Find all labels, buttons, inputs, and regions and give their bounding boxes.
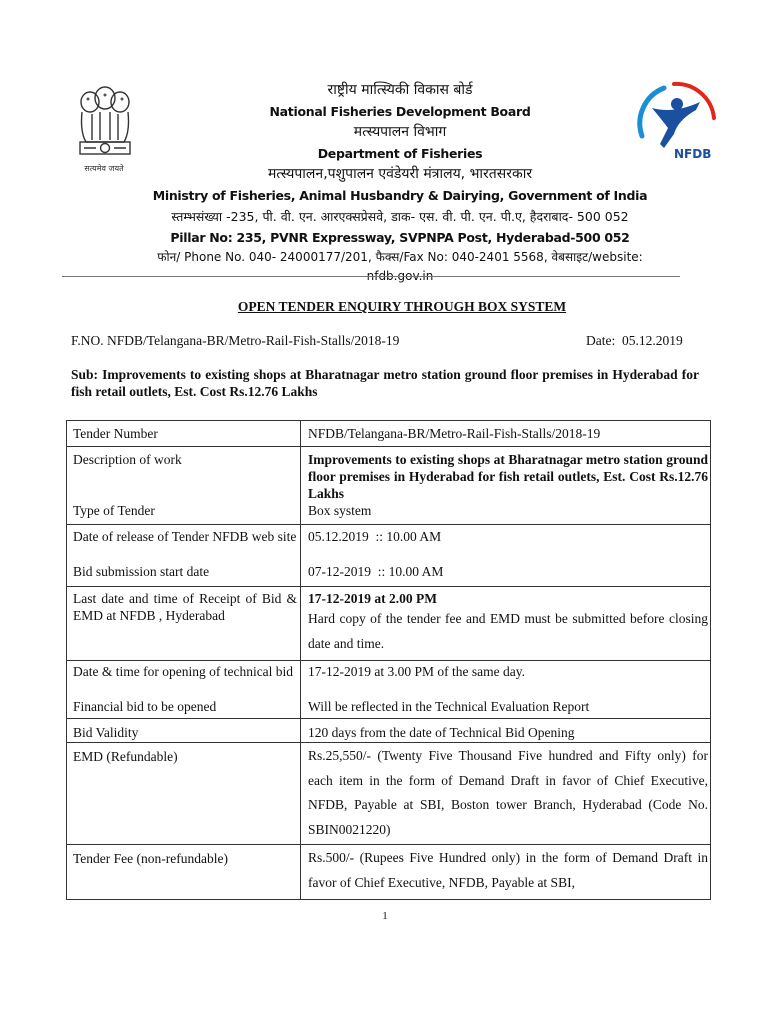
row-label-tender-fee: Tender Fee (non-refundable) <box>73 851 228 866</box>
address-hindi: स्तम्भसंख्या -235, पी. वी. एन. आरएक्सप्रेसवे, डाक- एस. वी. पी. एन. पी.ए, हैदराबाद- 500 052 <box>171 209 629 224</box>
ministry-english: Ministry of Fisheries, Animal Husbandry & Dairying, Government of India <box>152 188 648 203</box>
row-value-last-date: 17-12-2019 at 2.00 PM <box>308 591 437 606</box>
row-value-bid-start: 07-12-2019 :: 10.00 AM <box>308 564 444 579</box>
row-value-bid-validity: 120 days from the date of Technical Bid Opening <box>308 725 575 740</box>
table-row-divider <box>66 844 711 845</box>
row-label-emd: EMD (Refundable) <box>73 749 178 764</box>
header-divider <box>62 276 680 277</box>
address-english: Pillar No: 235, PVNR Expressway, SVPNPA Post, Hyderabad-500 052 <box>170 230 630 245</box>
table-row-divider <box>66 742 711 743</box>
row-value-description: Improvements to existing shops at Bharatnagar metro station ground floor premises in Hyderabad for fish retail outlets, Est. Cost Rs.12.76 Lakhs <box>308 452 708 501</box>
row-value-tech-bid-opening: 17-12-2019 at 3.00 PM of the same day. <box>308 664 525 679</box>
document-title: OPEN TENDER ENQUIRY THROUGH BOX SYSTEM <box>237 299 567 314</box>
table-row-divider <box>66 718 711 719</box>
row-label-tech-bid-opening: Date & time for opening of technical bid <box>73 664 294 679</box>
row-label-bid-validity: Bid Validity <box>73 725 139 740</box>
row-label-release-date: Date of release of Tender NFDB web site <box>73 529 297 544</box>
table-row-divider <box>66 524 711 525</box>
org-name-hindi: राष्ट्रीय मात्स्यिकी विकास बोर्ड <box>327 82 473 98</box>
ministry-hindi: मत्स्यपालन,पशुपालन एवंडेयरी मंत्रालय, भारतसरकार <box>267 166 533 182</box>
letterhead <box>150 80 650 286</box>
row-label-financial-bid: Financial bid to be opened <box>73 699 217 714</box>
row-label-description: Description of work <box>73 452 182 467</box>
dept-name-hindi: मत्स्यपालन विभाग <box>353 124 447 140</box>
contact-line: फोन/ Phone No. 040- 24000177/201, फैक्स/Fax No: 040-2401 5568, वेबसाइट/website: <box>157 250 643 264</box>
document-date: Date: 05.12.2019 <box>586 333 683 348</box>
row-value-tender-fee: Rs.500/- (Rupees Five Hundred only) in the form of Demand Draft in favor of Chief Executive, NFDB, Payable at SBI, <box>308 850 708 890</box>
row-label-tender-number: Tender Number <box>73 426 158 441</box>
table-row-divider <box>66 446 711 447</box>
row-value-tender-number: NFDB/Telangana-BR/Metro-Rail-Fish-Stalls/2018-19 <box>308 426 601 441</box>
row-value-financial-bid: Will be reflected in the Technical Evaluation Report <box>308 699 590 714</box>
org-name-english: National Fisheries Development Board <box>269 104 531 119</box>
website-link[interactable]: nfdb.gov.in <box>366 269 434 283</box>
emblem-motto: सत्यमेव जयते <box>84 164 124 173</box>
row-value-tender-type: Box system <box>308 503 372 518</box>
table-row-divider <box>66 586 711 587</box>
dept-name-english: Department of Fisheries <box>317 146 483 161</box>
nfdb-logo-text: NFDB <box>674 147 712 161</box>
row-note-hard-copy: Hard copy of the tender fee and EMD must be submitted before closing date and time. <box>308 611 708 651</box>
file-number: F.NO. NFDB/Telangana-BR/Metro-Rail-Fish-Stalls/2018-19 <box>71 333 400 348</box>
subject-line: Sub: Improvements to existing shops at Bharatnagar metro station ground floor premises in Hyderabad for fish retail outlets, Est. Cost Rs.12.76 Lakhs <box>71 367 699 399</box>
row-value-emd: Rs.25,550/- (Twenty Five Thousand Five hundred and Fifty only) for each item in the form of Demand Draft in favor of Chief Executive, NFDB, Payable at SBI, Boston tower Branch, Hyderabad (Code No. SBIN0021220) <box>308 748 708 837</box>
row-value-release-date: 05.12.2019 :: 10.00 AM <box>308 529 442 544</box>
table-row-divider <box>66 660 711 661</box>
row-label-bid-start: Bid submission start date <box>73 564 210 579</box>
row-label-last-date: Last date and time of Receipt of Bid & EMD at NFDB , Hyderabad <box>73 591 297 623</box>
row-label-tender-type: Type of Tender <box>73 503 155 518</box>
page-number: 1 <box>382 910 388 922</box>
